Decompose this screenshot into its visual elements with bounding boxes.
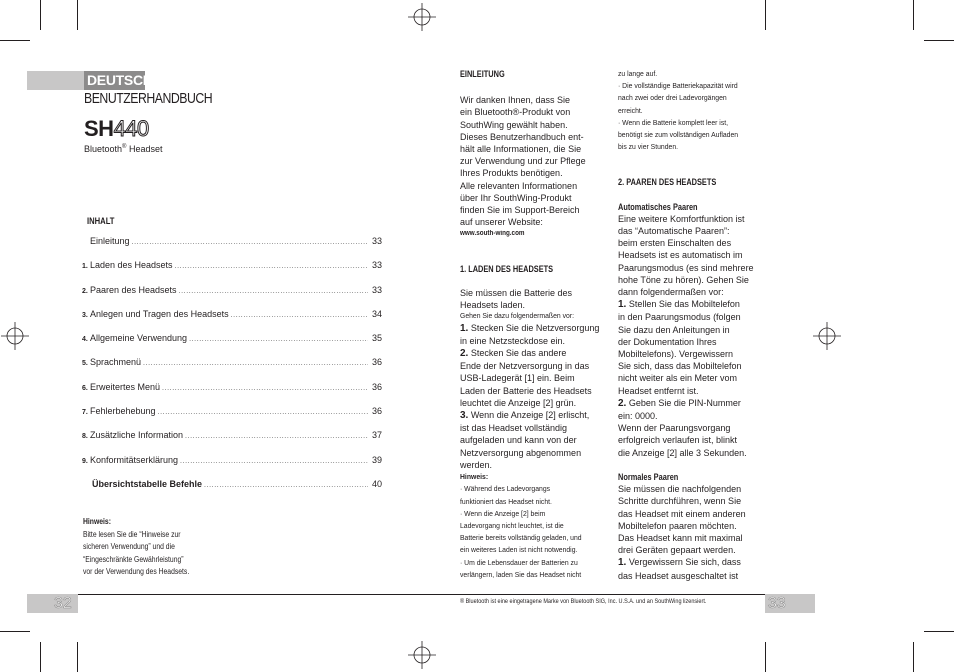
hint-cont-line: nach zwei oder drei Ladevorgängen (618, 93, 727, 103)
toc-label: Zusätzliche Information (90, 430, 184, 441)
hint-line: verlängern, laden Sie das Headset nicht (460, 569, 582, 579)
step-line: Netzversorgung abgenommen (460, 447, 582, 458)
step-line: nicht weiter als ein Meter vom (618, 373, 738, 384)
toc-row[interactable] (82, 357, 382, 381)
toc-leader (204, 482, 368, 489)
website-link[interactable]: www.south-wing.com (460, 230, 525, 238)
note-line: sicheren Verwendung” und die (83, 542, 175, 552)
registration-mark-icon (408, 641, 436, 669)
toc-label: Erweitertes Menü (90, 381, 161, 392)
toc-row[interactable] (82, 455, 382, 479)
step-line: Wenn der Paarungsvorgang (618, 423, 731, 434)
step-3 (460, 409, 610, 422)
step-text: Stecken Sie die Netzversorgung (468, 322, 600, 333)
hint-heading: Hinweis: (460, 472, 489, 482)
step-line: leuchtet die Anzeige [2] grün. (460, 397, 577, 408)
registered-mark: ® (122, 144, 127, 150)
toc-leader (231, 312, 368, 319)
toc-row[interactable] (82, 309, 382, 333)
auto-line: beim ersten Einschalten des (618, 238, 732, 249)
toc-label: Laden des Headsets (90, 260, 173, 271)
toc-label: Anlegen und Tragen des Headsets (90, 308, 229, 319)
step-number: 1. (460, 322, 469, 334)
hint-line: Batterie bereits vollständig geladen, und (460, 533, 582, 543)
crop-mark (77, 0, 78, 30)
toc-number: 4. (82, 336, 88, 344)
toc-page: 34 (371, 308, 382, 319)
auto-step-1 (618, 298, 768, 311)
toc-row[interactable] (82, 260, 382, 284)
step-number: 2. (618, 397, 627, 409)
intro-line: auf unserer Website: (460, 217, 543, 228)
toc-leader (158, 409, 368, 416)
toc-leader (132, 239, 368, 246)
normal-line: Mobiltelefon paaren möchten. (618, 520, 737, 531)
note-line: “Eingeschränkte Gewährleistung” (83, 554, 184, 564)
language-label: DEUTSCH (84, 71, 145, 90)
charge-heading: 1. LADEN DES HEADSETS (460, 263, 554, 274)
normal-pair-heading: Normales Paaren (618, 471, 679, 482)
toc-page: 35 (371, 333, 382, 344)
crop-mark (924, 40, 954, 41)
toc-number: 8. (82, 433, 88, 441)
toc-label: Übersichtstabelle Befehle (92, 478, 203, 489)
step-text: Wenn die Anzeige [2] erlischt, (468, 410, 590, 421)
product-type: Headset (126, 144, 163, 154)
toc-leader (143, 360, 368, 367)
hint-cont-line: · Die vollständige Batteriekapazität wird (618, 81, 738, 91)
note-line: vor der Verwendung des Headsets. (83, 567, 190, 577)
toc-leader (180, 458, 368, 465)
toc-label: Sprachmenü (90, 357, 142, 368)
normal-line: drei Geräten gepaart werden. (618, 545, 736, 556)
toc-number: 3. (82, 311, 88, 319)
hint-line: · Um die Lebensdauer der Batterien zu (460, 557, 578, 567)
step-line: der Dokumentation Ihres (618, 336, 717, 347)
charge-small-line: Gehen Sie dazu folgendermaßen vor: (460, 311, 574, 321)
step-line: USB-Ladegerät [1] ein. Beim (460, 373, 575, 384)
note-heading: Hinweis: (83, 517, 111, 526)
normal-line: Sie müssen die nachfolgenden (618, 484, 742, 495)
intro-line: Alle relevanten Informationen (460, 180, 578, 191)
toc-number: 6. (82, 384, 88, 392)
toc-page: 40 (371, 478, 382, 489)
hint-line: ein weiteres Laden ist nicht notwendig. (460, 545, 578, 555)
toc-leader (185, 433, 368, 440)
toc-row[interactable] (82, 479, 382, 503)
toc-number: 7. (82, 409, 88, 417)
toc-row[interactable] (82, 236, 382, 260)
intro-line: ein Bluetooth®-Produkt von (460, 107, 571, 118)
product-name (84, 144, 162, 154)
step-2 (460, 347, 610, 360)
crop-mark (0, 40, 30, 41)
auto-line: hohe Töne zu hören). Gehen Sie (618, 274, 749, 285)
toc-page: 36 (371, 406, 382, 417)
step-line: Sie dazu den Anleitungen in (618, 324, 730, 335)
logo-number: 440 (113, 116, 149, 141)
toc-number: 9. (82, 457, 88, 465)
toc-leader (162, 385, 368, 392)
step-line: in den Paarungsmodus (folgen (618, 312, 741, 323)
normal-line: das Headset mit einem anderen (618, 508, 746, 519)
step-line: die Anzeige [2] alle 3 Sekunden. (618, 447, 747, 458)
hint-cont-line: bis zu vier Stunden. (618, 142, 679, 152)
note-box (83, 516, 208, 579)
intro-column (460, 68, 610, 581)
intro-line: hält alle Informationen, die Sie (460, 144, 582, 155)
crop-mark (765, 0, 766, 30)
manual-title: BENUTZERHANDBUCH (84, 90, 213, 107)
step-line: Headset entfernt ist. (618, 385, 699, 396)
crop-mark (77, 642, 78, 672)
intro-heading: EINLEITUNG (460, 69, 505, 79)
auto-line: Headsets ist es automatisch im (618, 250, 743, 261)
toc-label: Konformitätserklärung (90, 454, 179, 465)
step-1 (460, 322, 610, 335)
auto-line: dann folgendermaßen vor: (618, 287, 724, 298)
hint-line: · Während des Ladevorgangs (460, 484, 551, 494)
toc-page: 36 (371, 381, 382, 392)
toc-number: 5. (82, 360, 88, 368)
step-number: 1. (618, 299, 627, 311)
intro-line: Wir danken Ihnen, dass Sie (460, 95, 571, 106)
step-line: Ende der Netzversorgung in das (460, 361, 590, 372)
crop-mark (924, 631, 954, 632)
toc-page: 33 (371, 236, 382, 246)
registration-mark-icon (1, 322, 29, 350)
auto-line: das “Automatische Paaren”: (618, 226, 730, 237)
toc-number: 1. (82, 263, 88, 271)
intro-line: zur Verwendung und zur Pflege (460, 156, 586, 167)
step-text: Vergewissern Sie sich, dass (626, 557, 741, 568)
toc-leader (175, 263, 368, 270)
normal-step-1 (618, 556, 768, 569)
footer-rule-left (78, 594, 453, 595)
toc-leader (179, 288, 368, 295)
step-line: in eine Netzsteckdose ein. (460, 335, 566, 346)
toc-page: 33 (371, 260, 382, 271)
toc-heading: INHALT (87, 216, 115, 226)
toc-page: 33 (371, 284, 382, 295)
normal-line: Das Headset kann mit maximal (618, 532, 743, 543)
registration-mark-icon (408, 3, 436, 31)
step-text: Stellen Sie das Mobiltelefon (626, 299, 740, 310)
step-line: Mobiltelefons). Vergewissern (618, 349, 734, 360)
hint-cont-line: benötigt sie zum vollständigen Aufladen (618, 130, 739, 140)
auto-line: Paarungsmodus (es sind mehrere (618, 262, 754, 273)
note-line: Bitte lesen Sie die “Hinweise zur (83, 529, 181, 539)
hint-cont-line: zu lange auf. (618, 69, 658, 78)
step-line: ein: 0000. (618, 411, 658, 422)
auto-line: Eine weitere Komfortfunktion ist (618, 213, 745, 224)
crop-mark (913, 642, 914, 672)
step-text: Geben Sie die PIN-Nummer (626, 397, 741, 408)
crop-mark (40, 642, 41, 672)
product-logo (84, 117, 149, 141)
hint-line: Ladevorgang nicht leuchtet, ist die (460, 520, 564, 530)
toc-label: Allgemeine Verwendung (90, 333, 188, 344)
crop-mark (40, 0, 41, 30)
toc-row[interactable] (82, 333, 382, 357)
page-number-left: 32 (54, 595, 72, 612)
step-line: ist das Headset vollständig (460, 423, 568, 434)
table-of-contents (82, 236, 382, 503)
toc-leader (189, 336, 368, 343)
normal-line: Schritte durchführen, wenn Sie (618, 496, 742, 507)
toc-number: 2. (82, 287, 88, 295)
registration-mark-icon (813, 322, 841, 350)
step-line: Sie sich, dass das Mobiltelefon (618, 361, 742, 372)
footnote: ® Bluetooth ist eine eingetragene Marke von Bluetooth SIG, Inc. U.S.A. und an SouthWing lizensiert. (460, 598, 707, 605)
product-brand: Bluetooth (84, 144, 123, 154)
step-line: aufgeladen und kann von der (460, 435, 577, 446)
charge-line: Headsets laden. (460, 300, 526, 311)
step-line: Laden der Batterie des Headsets (460, 385, 592, 396)
toc-label: Einleitung (90, 236, 130, 246)
step-line: werden. (460, 459, 493, 470)
step-text: Stecken Sie das andere (468, 348, 567, 359)
charge-line: Sie müssen die Batterie des (460, 287, 573, 298)
auto-step-2 (618, 397, 768, 410)
hint-line: funktioniert das Headset nicht. (460, 496, 552, 506)
toc-label: Paaren des Headsets (90, 284, 177, 295)
crop-mark (0, 631, 30, 632)
auto-pair-heading: Automatisches Paaren (618, 201, 698, 212)
logo-prefix: SH (84, 116, 114, 141)
crop-mark (765, 642, 766, 672)
toc-page: 37 (371, 430, 382, 441)
toc-row[interactable] (82, 406, 382, 430)
hint-cont-line: · Wenn die Batterie komplett leer ist, (618, 117, 729, 127)
intro-line: Ihres Produkts benötigen. (460, 168, 563, 179)
intro-line: finden Sie im Support-Bereich (460, 205, 580, 216)
footer-rule-right (453, 594, 766, 595)
toc-row[interactable] (82, 430, 382, 454)
toc-row[interactable] (82, 382, 382, 406)
hint-cont-line: erreicht. (618, 105, 643, 115)
toc-page: 39 (371, 454, 382, 465)
intro-line: SouthWing gewählt haben. (460, 119, 568, 130)
step-number: 3. (460, 410, 469, 422)
step-number: 1. (618, 557, 627, 569)
step-number: 2. (460, 348, 469, 360)
page-number-right: 33 (768, 595, 786, 612)
intro-line: Dieses Benutzerhandbuch ent- (460, 131, 584, 142)
pair-heading: 2. PAAREN DES HEADSETS (618, 177, 717, 188)
pairing-column (618, 68, 768, 582)
intro-line: über Ihr SouthWing-Produkt (460, 192, 572, 203)
hint-line: · Wenn die Anzeige [2] beim (460, 508, 546, 518)
toc-label: Fehlerbehebung (90, 406, 156, 417)
step-line: das Headset ausgeschaltet ist (618, 570, 739, 581)
crop-mark (913, 0, 914, 30)
step-line: erfolgreich verlaufen ist, blinkt (618, 435, 738, 446)
toc-page: 36 (371, 357, 382, 368)
toc-row[interactable] (82, 285, 382, 309)
